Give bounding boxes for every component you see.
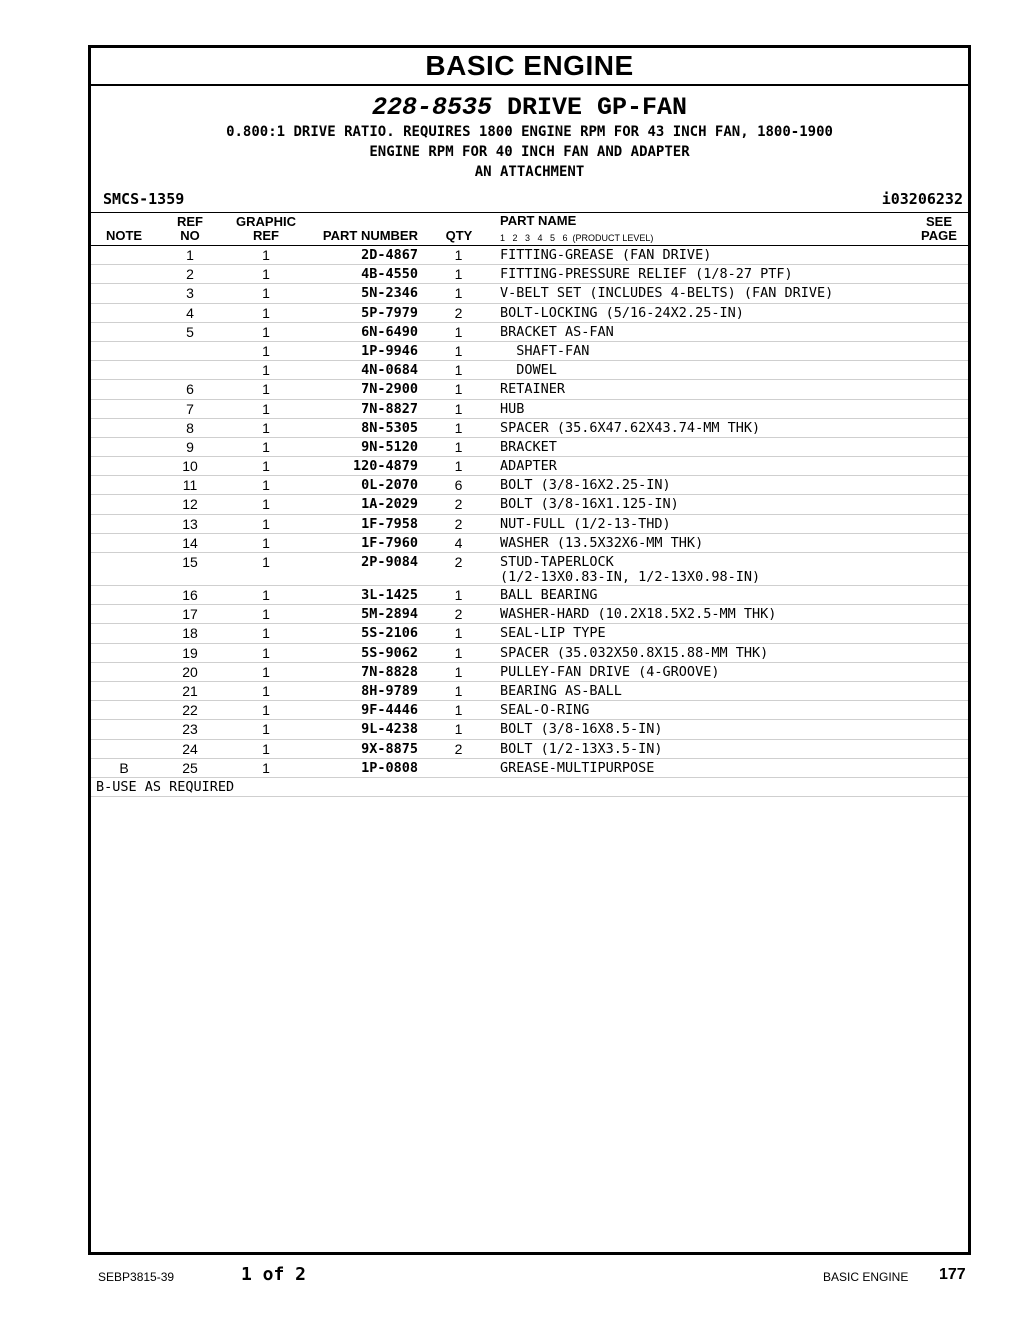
part-name-cell: SEAL-LIP TYPE (500, 625, 606, 642)
table-row (91, 400, 968, 419)
part-number-cell[interactable]: 1P-9946 (361, 342, 418, 359)
table-row (91, 284, 968, 303)
col-note-header: NOTE (105, 228, 143, 243)
part-name-cell: BOLT (3/8-16X1.125-IN) (500, 496, 679, 513)
part-name-cell: STUD-TAPERLOCK (500, 554, 614, 570)
part-number-cell[interactable]: 7N-8827 (361, 400, 418, 417)
group-header (91, 86, 968, 182)
part-number-cell[interactable]: 4B-4550 (361, 266, 418, 283)
ref-no-cell: 25 (182, 759, 198, 776)
part-name-cell: WASHER-HARD (10.2X18.5X2.5-MM THK) (500, 606, 777, 623)
qty-cell: 4 (454, 534, 463, 551)
part-number-cell[interactable]: 5M-2894 (361, 606, 418, 623)
qty-cell: 1 (454, 381, 463, 398)
qty-cell: 2 (454, 740, 463, 757)
part-name-cell: SPACER (35.032X50.8X15.88-MM THK) (500, 644, 769, 661)
ref-no-cell: 4 (186, 304, 194, 321)
part-number-cell[interactable]: 1F-7960 (361, 534, 418, 551)
graphic-ref-cell: 1 (262, 477, 270, 494)
ref-no-cell: 19 (182, 644, 198, 661)
part-number-cell[interactable]: 0L-2070 (361, 477, 418, 494)
part-number-cell[interactable]: 8H-9789 (361, 682, 418, 699)
col-graphic-header-bottom: REF (253, 228, 279, 243)
table-row (91, 759, 968, 778)
graphic-ref-cell: 1 (262, 587, 270, 603)
part-name-cell: SEAL-O-RING (500, 702, 590, 719)
table-row (91, 605, 968, 624)
part-name-cell: V-BELT SET (INCLUDES 4-BELTS) (FAN DRIVE) (500, 285, 834, 302)
parts-page-frame (88, 45, 971, 1255)
part-number-cell[interactable]: 8N-5305 (361, 419, 418, 436)
part-number-cell[interactable]: 9F-4446 (361, 702, 418, 719)
ref-no-cell: 11 (182, 477, 198, 494)
part-name-cell: WASHER (13.5X32X6-MM THK) (500, 534, 704, 551)
col-see-header-top: SEE (925, 214, 952, 229)
qty-cell: 2 (454, 515, 463, 532)
part-number-cell[interactable]: 7N-8828 (361, 663, 418, 680)
col-ref-header-top: REF (177, 214, 203, 229)
ref-no-cell: 16 (182, 587, 198, 603)
ref-no-cell: 1 (186, 247, 194, 263)
qty-cell: 1 (454, 285, 463, 302)
part-name-cell: BOLT-LOCKING (5/16-24X2.25-IN) (500, 304, 744, 321)
ref-no-cell: 24 (182, 740, 198, 757)
part-name-cell: ADAPTER (500, 458, 557, 475)
graphic-ref-cell: 1 (262, 247, 270, 263)
qty-cell: 1 (454, 400, 463, 417)
graphic-ref-cell: 1 (262, 606, 270, 623)
qty-cell: 1 (454, 438, 463, 455)
note-cell: B (119, 759, 129, 776)
qty-cell: 1 (454, 625, 463, 642)
footnote-text: B-USE AS REQUIRED (96, 778, 235, 795)
table-row (91, 720, 968, 739)
product-level-header: 1 2 3 4 5 6 (PRODUCT LEVEL) (500, 233, 654, 243)
part-name-cell: BALL BEARING (500, 587, 598, 603)
table-row (91, 476, 968, 495)
group-part-number[interactable]: 228-8535 (371, 93, 492, 122)
table-row (91, 701, 968, 720)
qty-cell: 1 (454, 419, 463, 436)
part-name-cell: BRACKET AS-FAN (500, 323, 614, 340)
ref-no-cell: 12 (182, 496, 198, 513)
document-id: i03206232 (881, 190, 963, 208)
part-name-cell: DOWEL (500, 362, 557, 379)
part-name-cell: BRACKET (500, 438, 557, 455)
ref-no-cell: 23 (182, 721, 198, 738)
table-row (91, 304, 968, 323)
group-description-line: 0.800:1 DRIVE RATIO. REQUIRES 1800 ENGINE RPM FOR 43 INCH FAN, 1800-1900 (226, 124, 833, 140)
qty-cell: 1 (454, 342, 463, 359)
table-header (91, 212, 968, 246)
graphic-ref-cell: 1 (262, 362, 270, 379)
part-name-cell: BOLT (3/8-16X8.5-IN) (500, 721, 663, 738)
table-body (91, 246, 968, 778)
group-title (91, 94, 968, 122)
ref-no-cell: 21 (182, 682, 198, 699)
qty-cell: 2 (454, 606, 463, 623)
part-number-cell[interactable]: 5S-9062 (361, 644, 418, 661)
graphic-ref-cell: 1 (262, 515, 270, 532)
graphic-ref-cell: 1 (262, 342, 270, 359)
ref-no-cell: 22 (182, 702, 198, 719)
table-row (91, 342, 968, 361)
table-row (91, 380, 968, 399)
ref-no-cell: 2 (186, 266, 194, 283)
table-row (91, 663, 968, 682)
qty-cell: 1 (454, 587, 463, 603)
ref-no-cell: 17 (182, 606, 198, 623)
col-ref-header-bottom: NO (180, 228, 200, 243)
part-name-cell: HUB (500, 400, 525, 417)
qty-cell: 1 (454, 663, 463, 680)
group-name: DRIVE GP-FAN (507, 93, 688, 122)
part-name-cell: RETAINER (500, 381, 566, 398)
table-row (91, 438, 968, 457)
graphic-ref-cell: 1 (262, 458, 270, 475)
part-name-cell: NUT-FULL (1/2-13-THD) (500, 515, 671, 532)
graphic-ref-cell: 1 (262, 400, 270, 417)
graphic-ref-cell: 1 (262, 419, 270, 436)
part-name-cell: BOLT (1/2-13X3.5-IN) (500, 740, 663, 757)
graphic-ref-cell: 1 (262, 381, 270, 398)
group-description-line: AN ATTACHMENT (474, 164, 585, 180)
part-number-cell[interactable]: 1A-2029 (361, 496, 418, 513)
part-name-cell: GREASE-MULTIPURPOSE (500, 759, 655, 776)
qty-cell: 1 (454, 702, 463, 719)
ref-no-cell: 8 (186, 419, 194, 436)
part-name-cell: BOLT (3/8-16X2.25-IN) (500, 477, 671, 494)
table-row (91, 586, 968, 605)
graphic-ref-cell: 1 (262, 759, 270, 776)
ref-no-cell: 14 (182, 534, 198, 551)
qty-cell: 1 (454, 721, 463, 738)
qty-cell: 2 (454, 304, 463, 321)
graphic-ref-cell: 1 (262, 702, 270, 719)
ref-no-cell: 6 (186, 381, 194, 398)
part-number-cell[interactable]: 3L-1425 (361, 587, 418, 603)
ref-no-cell: 10 (182, 458, 198, 475)
col-part-number-header: PART NUMBER (322, 228, 418, 243)
qty-cell: 1 (454, 323, 463, 340)
table-row (91, 644, 968, 663)
part-name-cell: FITTING-PRESSURE RELIEF (1/8-27 PTF) (500, 266, 793, 283)
graphic-ref-cell: 1 (262, 625, 270, 642)
part-number-cell[interactable]: 4N-0684 (361, 362, 418, 379)
table-row (91, 361, 968, 380)
graphic-ref-cell: 1 (262, 663, 270, 680)
footer-page-of: 1 of 2 (241, 1264, 307, 1285)
table-row (91, 323, 968, 342)
qty-cell: 1 (454, 644, 463, 661)
ref-no-cell: 5 (186, 323, 194, 340)
table-row (91, 682, 968, 701)
qty-cell: 1 (454, 458, 463, 475)
graphic-ref-cell: 1 (262, 266, 270, 283)
part-number-cell[interactable]: 7N-2900 (361, 381, 418, 398)
graphic-ref-cell: 1 (262, 740, 270, 757)
part-number-cell[interactable]: 5N-2346 (361, 285, 418, 302)
smcs-code: SMCS-1359 (103, 190, 185, 208)
table-row (91, 534, 968, 553)
col-see-header-bottom: PAGE (921, 228, 957, 243)
col-part-name-header: PART NAME (500, 213, 577, 228)
graphic-ref-cell: 1 (262, 554, 270, 570)
smcs-row (91, 182, 968, 210)
table-row (91, 553, 968, 586)
col-qty-header: QTY (445, 228, 473, 243)
part-number-cell[interactable]: 2P-9084 (361, 554, 418, 570)
ref-no-cell: 9 (186, 438, 194, 455)
footer-doc-number: SEBP3815-39 (98, 1270, 175, 1284)
qty-cell: 1 (454, 682, 463, 699)
qty-cell: 2 (454, 554, 463, 570)
graphic-ref-cell: 1 (262, 496, 270, 513)
section-title-bar (91, 48, 968, 86)
part-number-cell[interactable]: 2D-4867 (361, 247, 418, 263)
qty-cell: 1 (454, 247, 463, 263)
part-name-continuation: (1/2-13X0.83-IN, 1/2-13X0.98-IN) (500, 569, 761, 585)
part-number-cell[interactable]: 9X-8875 (361, 740, 418, 757)
table-row (91, 495, 968, 514)
table-row (91, 419, 968, 438)
ref-no-cell: 7 (186, 400, 194, 417)
table-row (91, 740, 968, 759)
part-number-cell[interactable]: 9L-4238 (361, 721, 418, 738)
graphic-ref-cell: 1 (262, 682, 270, 699)
part-number-cell[interactable]: 120-4879 (352, 458, 418, 475)
table-row (91, 457, 968, 476)
qty-cell: 6 (454, 477, 463, 494)
ref-no-cell: 18 (182, 625, 198, 642)
part-name-cell: FITTING-GREASE (FAN DRIVE) (500, 247, 712, 263)
graphic-ref-cell: 1 (262, 304, 270, 321)
graphic-ref-cell: 1 (262, 438, 270, 455)
part-number-cell[interactable]: 5P-7979 (361, 304, 418, 321)
table-row (91, 624, 968, 643)
qty-cell: 2 (454, 496, 463, 513)
part-number-cell[interactable]: 5S-2106 (361, 625, 418, 642)
group-description-line: ENGINE RPM FOR 40 INCH FAN AND ADAPTER (369, 144, 690, 160)
footer-page-number: 177 (939, 1266, 966, 1283)
footer-section: BASIC ENGINE (823, 1270, 909, 1284)
part-number-cell[interactable]: 1P-0808 (361, 759, 418, 776)
table-row (91, 246, 968, 265)
part-name-cell: SPACER (35.6X47.62X43.74-MM THK) (500, 419, 761, 436)
ref-no-cell: 3 (186, 285, 194, 302)
ref-no-cell: 20 (182, 663, 198, 680)
graphic-ref-cell: 1 (262, 721, 270, 738)
qty-cell: 1 (454, 362, 463, 379)
ref-no-cell: 15 (182, 554, 198, 570)
part-number-cell[interactable]: 6N-6490 (361, 323, 418, 340)
part-name-cell: BEARING AS-BALL (500, 682, 622, 699)
section-title: BASIC ENGINE (425, 50, 634, 81)
parts-table (91, 212, 968, 797)
col-graphic-header-top: GRAPHIC (236, 214, 296, 229)
table-row (91, 515, 968, 534)
page-footer (0, 1262, 1020, 1292)
graphic-ref-cell: 1 (262, 534, 270, 551)
footnote (91, 778, 968, 797)
part-number-cell[interactable]: 1F-7958 (361, 515, 418, 532)
ref-no-cell: 13 (182, 515, 198, 532)
part-name-cell: SHAFT-FAN (500, 342, 590, 359)
graphic-ref-cell: 1 (262, 323, 270, 340)
graphic-ref-cell: 1 (262, 285, 270, 302)
qty-cell: 1 (454, 266, 463, 283)
part-name-cell: PULLEY-FAN DRIVE (4-GROOVE) (500, 663, 720, 680)
graphic-ref-cell: 1 (262, 644, 270, 661)
table-row (91, 265, 968, 284)
part-number-cell[interactable]: 9N-5120 (361, 438, 418, 455)
